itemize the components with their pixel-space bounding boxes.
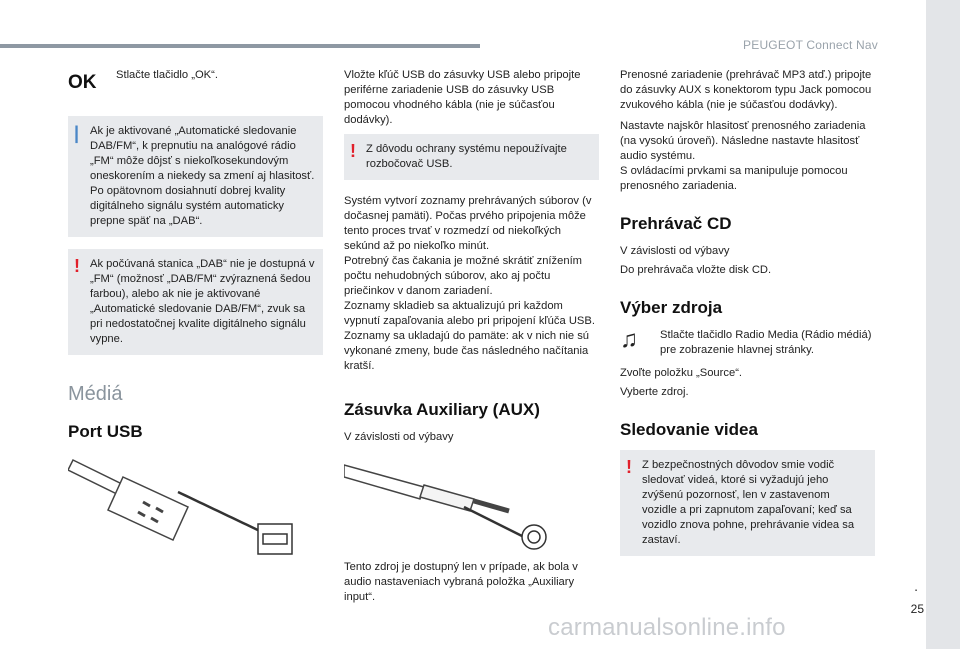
aux-volume-paragraph: Nastavte najskôr hlasitosť prenosného zariadenia (na vysokú úroveň). Následne nastavte hlasitosť audio systému. S ovládacími prvkami sa manipuluje pomocou prenosného zariadenia.: [620, 120, 866, 192]
usb-paragraph-2: Systém vytvorí zoznamy prehrávaných súborov (v dočasnej pamäti). Počas prvého pripojenia môže tento proces trvať v rozmedzí od niekoľkých sekúnd až po niekoľko minút. Potrebný čas čakania je možné skrátiť znížením počtu nehudobných súborov, ako aj počtu priečinkov v danom zariadení. Zoznamy skladieb sa aktualizujú pri každom vypnutí zapaľovania alebo pri pripojení kľúča USB. Zoznamy sa ukladajú do pamäte: ak v nich nie sú vykonané zmeny, bude čas následného načítania kratší.: [344, 195, 595, 372]
column-3: [620, 68, 875, 568]
usb-illustration: [68, 452, 298, 562]
warning-note: [68, 249, 323, 355]
aux-illustration: [344, 457, 564, 552]
cd-insert-text: Do prehrávača vložte disk CD.: [620, 264, 772, 276]
ok-instruction: [68, 68, 323, 94]
page-number: 25: [910, 602, 924, 616]
source-step-choose: Vyberte zdroj.: [620, 386, 689, 398]
header-rule: [0, 44, 480, 48]
source-instruction-text: Stlačte tlačidlo Radio Media (Rádio médiá) pre zobrazenie hlavnej stránky.: [660, 329, 872, 356]
heading-video: Sledovanie videa: [620, 420, 758, 439]
heading-cd-player: Prehrávač CD: [620, 214, 732, 233]
section-title-media: Médiá: [68, 383, 123, 405]
cd-equipment-note: V závislosti od výbavy: [620, 245, 730, 257]
warning-note-text: Ak počúvaná stanica „DAB“ nie je dostupná v „FM“ (možnosť „DAB/FM“ zvýraznená šedou farbou), alebo ak nie je aktivované „Automatické sledovanie DAB/FM“, zvuk sa pri nedostatočnej kvalite digitálneho signálu vypne.: [90, 258, 315, 345]
column-1: [68, 68, 323, 562]
usb-plug-icon: [68, 452, 298, 562]
usb-paragraph-1: Vložte kľúč USB do zásuvky USB alebo pripojte periférne zariadenie USB do zásuvky USB pomocou vhodného kábla (nie je súčasťou dodávky).: [344, 69, 581, 126]
warning-icon: !: [626, 457, 632, 477]
heading-usb-port: Port USB: [68, 422, 143, 441]
source-step-select: Zvoľte položku „Source“.: [620, 367, 743, 379]
header-title: PEUGEOT Connect Nav: [743, 38, 878, 52]
source-instruction: [620, 328, 875, 358]
page-edge-tab: [926, 0, 960, 649]
aux-paragraph-2: Tento zdroj je dostupný len v prípade, ak bola v audio nastaveniach vybraná položka „Auxiliary input“.: [344, 561, 578, 603]
column-2: [344, 68, 599, 605]
aux-device-paragraph: Prenosné zariadenie (prehrávač MP3 atď.) pripojte do zásuvky AUX s konektorom typu Jack pomocou zvukového kábla (nie je súčasťou dodávky).: [620, 69, 872, 111]
watermark-text: carmanualsonline.info: [548, 614, 786, 641]
warning-icon: !: [74, 256, 80, 276]
continue-mark: .: [914, 578, 918, 594]
ok-button-icon: OK: [68, 72, 97, 93]
warning-note-usb-text: Z dôvodu ochrany systému nepoužívajte rozbočovač USB.: [366, 143, 567, 170]
info-note-text: Ak je aktivované „Automatické sledovanie DAB/FM“, k prepnutiu na analógové rádio „FM“ môže dôjsť s niekoľkosekundovým oneskorením a niekedy sa zmení aj hlasitosť. Po opätovnom dosiahnutí dobrej kvality digitálneho signálu systém automaticky prepne späť na „DAB“.: [90, 125, 315, 227]
jack-plug-icon: [344, 457, 564, 552]
aux-equipment-note: V závislosti od výbavy: [344, 431, 454, 443]
warning-note-video-text: Z bezpečnostných dôvodov smie vodič sledovať videá, ktoré si vyžadujú jeho zvýšenú pozornosť, len v zastavenom vozidle a pri zapnutom zapaľovaní; keď sa vozidlo znova pohne, prehrávanie videa sa zastaví.: [642, 459, 855, 546]
warning-note-video: [620, 450, 875, 556]
info-note: [68, 116, 323, 237]
music-note-icon: ♫: [620, 326, 638, 353]
heading-source-selection: Výber zdroja: [620, 298, 723, 317]
ok-instruction-text: Stlačte tlačidlo „OK“.: [116, 69, 218, 81]
warning-note-usb: [344, 134, 599, 180]
warning-icon: !: [350, 141, 356, 161]
info-bar-icon: |: [74, 123, 80, 143]
heading-aux-socket: Zásuvka Auxiliary (AUX): [344, 400, 540, 419]
